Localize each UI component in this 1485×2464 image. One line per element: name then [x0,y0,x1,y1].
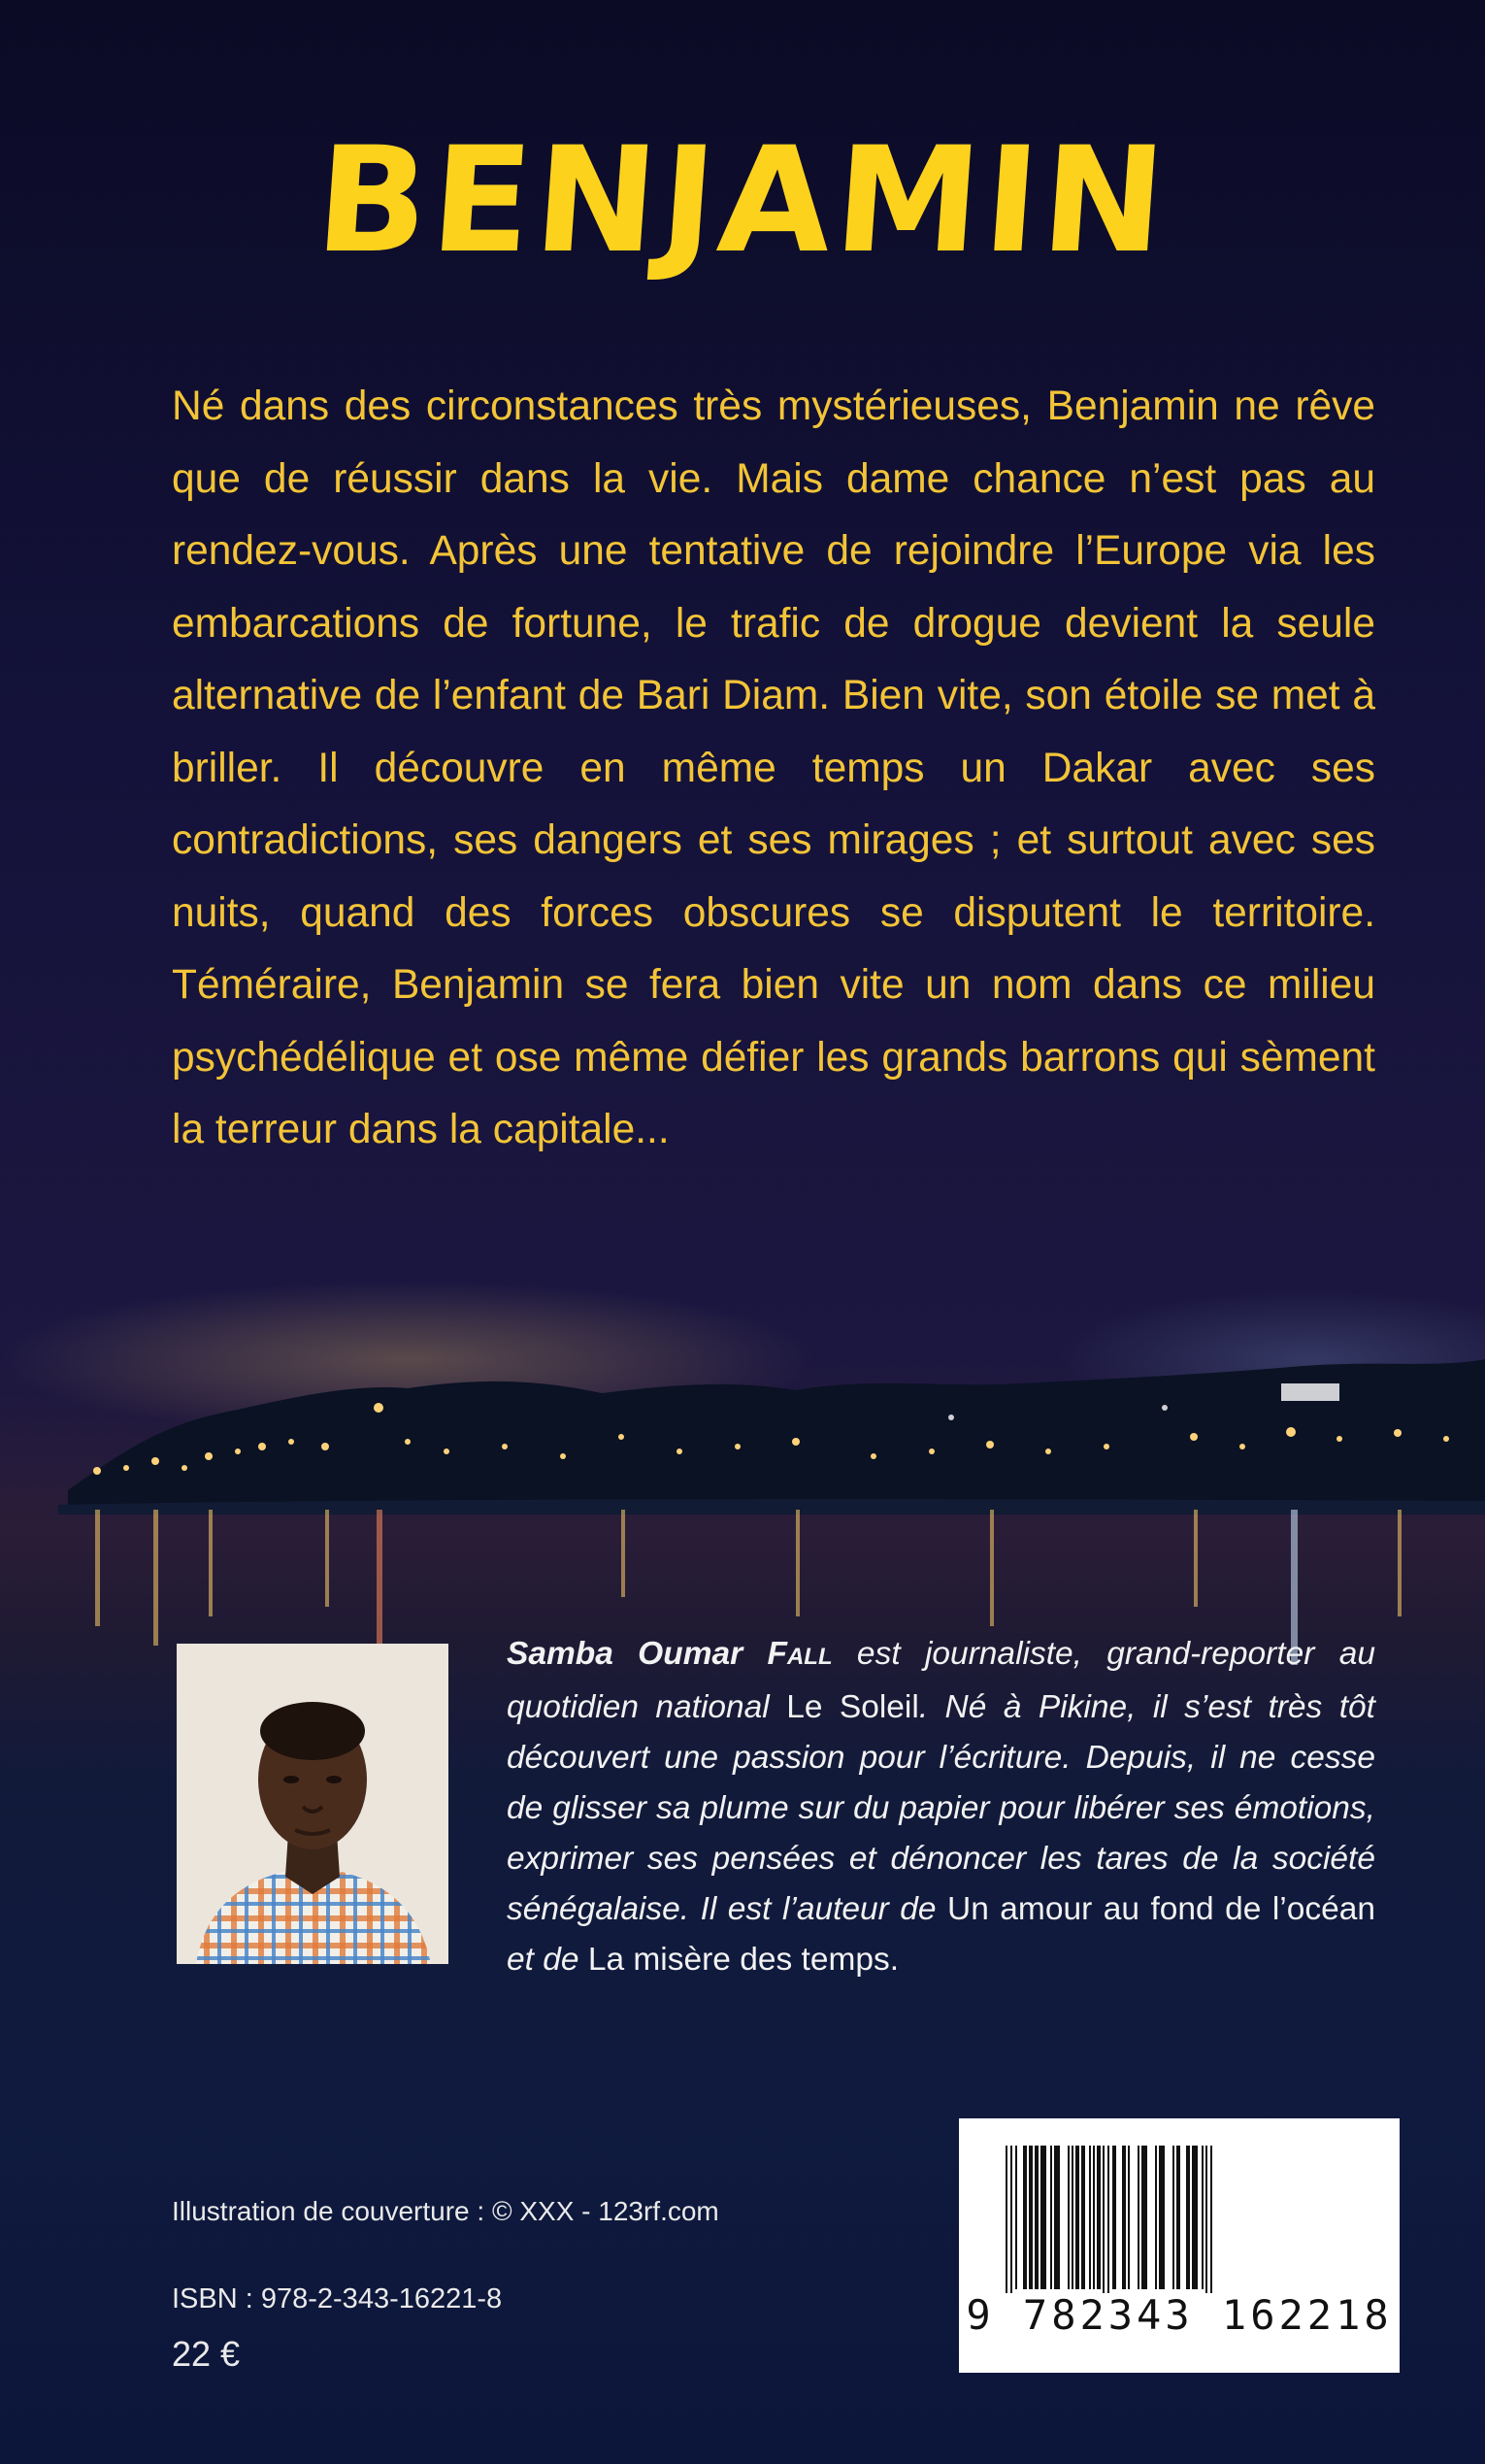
barcode-bar [1029,2146,1033,2289]
barcode-guard-bar [1210,2146,1212,2293]
barcode-bar [1122,2146,1126,2289]
barcode-bar [1023,2146,1027,2289]
book-blurb: Né dans des circonstances très mystérieuses, Benjamin ne rêve que de réussir dans la vie. Mais dame chance n’est pas au rendez-vous. Après une tentative de rejoindre l’Europe via les embarcations de fortune, le trafic de drogue devient la seule alternative de l’enfant de Bari Diam. Bien vite, son étoile se met à briller. Il découvre en même temps un Dakar avec ses contradictions, ses dangers et ses mirages ; et surtout avec ses nuits, quand des forces obscures se disputent le territoire. Téméraire, Benjamin se fera bien vite un nom dans ce milieu psychédélique et ose même défier les grands barrons qui sèment la terreur dans la capitale... [172,383,1375,1152]
barcode-bar [1155,2146,1157,2289]
barcode-bar [1050,2146,1052,2289]
barcode-bar [1128,2146,1130,2289]
barcode-bar [1172,2146,1174,2289]
barcode-bar [1075,2146,1079,2289]
newspaper-title: Le Soleil [786,1689,919,1725]
barcode-bar [1138,2146,1139,2289]
barcode-bar [1097,2146,1101,2289]
barcode-bar [1040,2146,1046,2289]
barcode-bar [1176,2146,1180,2289]
barcode-bar [1072,2146,1073,2289]
barcode-guard-bar [1010,2146,1012,2293]
barcode-bar [1093,2146,1095,2289]
barcode-digits: 9 782343 162218 [966,2291,1393,2339]
barcode-guard-bar [1107,2146,1109,2293]
book-title-1: Un amour au fond de l’océan [947,1891,1375,1927]
barcode-bar [1015,2146,1017,2289]
barcode-bar [1202,2146,1204,2289]
barcode-bar [1089,2146,1091,2289]
barcode-guard-bar [1006,2146,1007,2293]
price: 22 € [172,2334,241,2374]
barcode-bar [1054,2146,1060,2289]
barcode-bar [1112,2146,1116,2289]
barcode-bar [1159,2146,1165,2289]
barcode-bar [1035,2146,1039,2289]
barcode-bar [1186,2146,1190,2289]
barcode-bar [1141,2146,1147,2289]
barcode [959,2118,1400,2373]
barcode-guard-bar [1205,2146,1207,2293]
barcode-bar [1081,2146,1085,2289]
barcode-guard-bar [1103,2146,1105,2293]
barcode-bar [1192,2146,1198,2289]
author-photo [177,1644,448,1964]
book-title-2: La misère des temps [587,1942,890,1978]
barcode-bars [959,2118,1400,2293]
barcode-bar [1068,2146,1070,2289]
book-title: BENJAMIN [311,117,1174,285]
author-portrait-illustration [177,1644,448,1964]
author-bio: Samba Oumar FALL est journaliste, grand-reporter au quotidien national Le Soleil. Né à Pikine, il s’est très tôt découvert une passion pour l’écriture. Depuis, il ne cesse de glisser sa plume sur du papier pour libérer ses émotions, exprimer ses pensées et dénoncer les tares de la société sénégalaise. Il est l’auteur de Un amour au fond de l’océan et de La misère des temps. [507,1636,1375,1978]
author-name: Samba Oumar FALL [507,1636,833,1672]
isbn: ISBN : 978-2-343-16221-8 [172,2283,503,2314]
illustration-credit: Illustration de couverture : © XXX - 123rf.com [172,2196,719,2226]
